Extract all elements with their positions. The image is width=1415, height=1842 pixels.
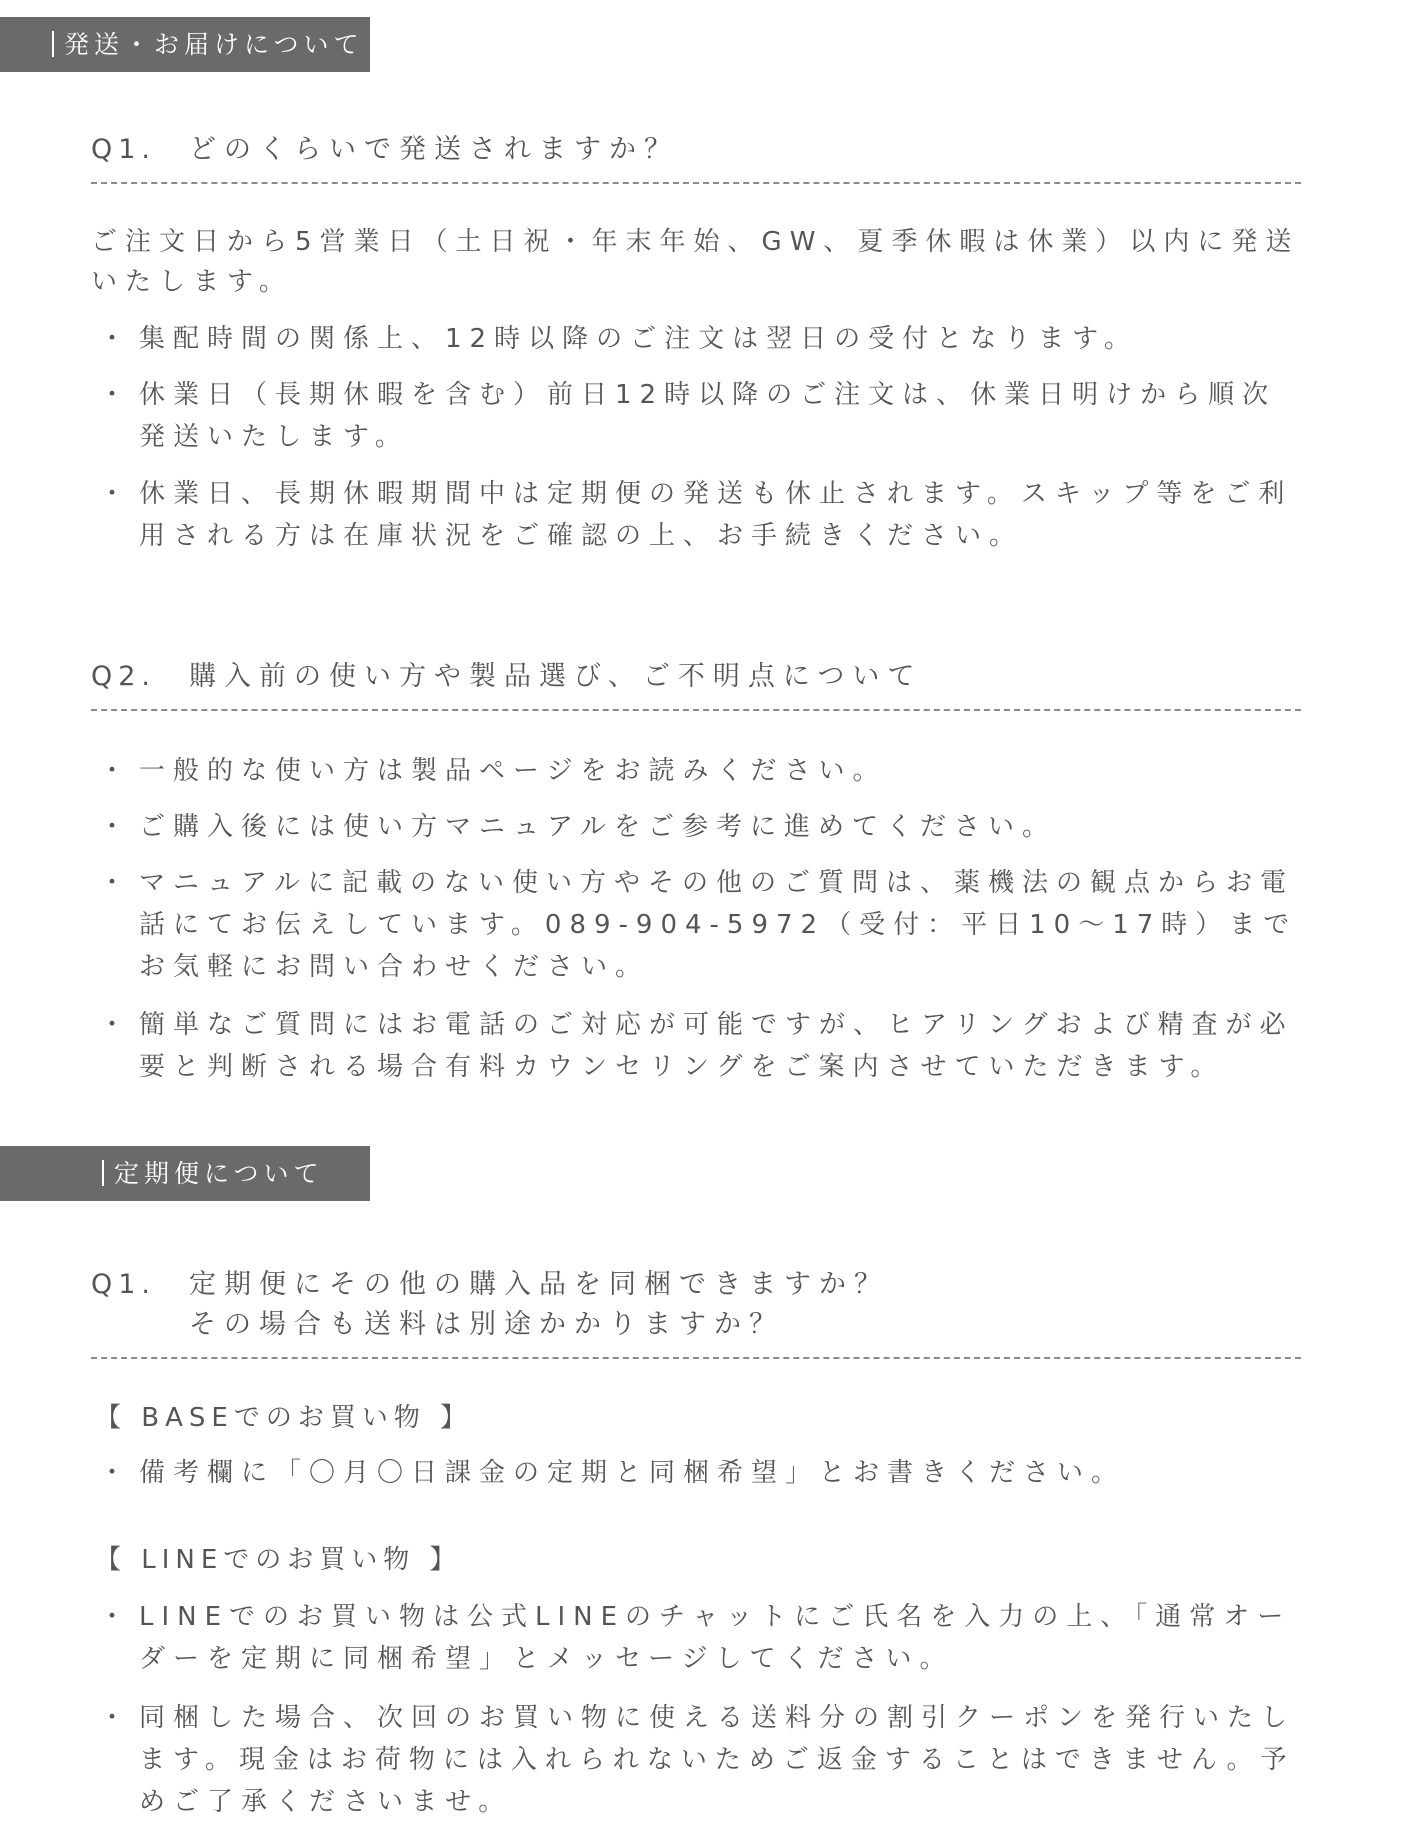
question-number: Q1. [91,134,157,165]
list-item-text: 休業日（長期休暇を含む）前日12時以降のご注文は、休業日明けから順次発送いたします。 [139,380,1277,452]
section-tag-subscription [0,1146,370,1201]
list-item-text: 備考欄に「〇月〇日課金の定期と同梱希望」とお書きください。 [139,1458,1126,1488]
bullet-icon: ・ [99,380,134,410]
list-item [91,374,1306,458]
section-tag-label: 定期便について [114,1159,324,1188]
answer-paragraph: ご注文日から5営業日（土日祝・年末年始、GW、夏季休暇は休業）以内に発送いたします。 [91,227,1300,297]
list-item-text: ご購入後には使い方マニュアルをご参考に進めてください。 [139,812,1056,842]
list-item-text: マニュアルに記載のない使い方やその他のご質問は、薬機法の観点からお電話にてお伝えしています。089-904-5972（受付：平日10～17時）までお気軽にお問い合わせください。 [139,868,1298,982]
list-item [91,318,1306,360]
section-tag-label: 発送・お届けについて [64,30,364,59]
list-item-text: 同梱した場合、次回のお買い物に使える送料分の割引クーポンを発行いたします。現金はお荷物には入れられないためご返金することはできません。予めご了承くださいませ。 [139,1703,1296,1817]
bullet-icon: ・ [99,1602,134,1632]
list-item-text: LINEでのお買い物は公式LINEのチャットにご氏名を入力の上、「通常オーダーを定期に同梱希望」とメッセージしてください。 [139,1602,1292,1674]
bullet-icon: ・ [99,756,134,786]
list-item [91,1004,1306,1088]
bullet-icon: ・ [99,1703,134,1733]
tag-bar [102,1160,104,1186]
list-item-text: 簡単なご質問にはお電話のご対応が可能ですが、ヒアリングおよび精査が必要と判断される場合有料カウンセリングをご案内させていただきます。 [139,1010,1294,1082]
bullet-icon: ・ [99,1010,134,1040]
list-item-text: 休業日、長期休暇期間中は定期便の発送も休止されます。スキップ等をご利用される方は在庫状況をご確認の上、お手続きください。 [139,479,1293,551]
list-item [91,1596,1306,1680]
base-shopping-heading: 【 BASEでのお買い物 】 [95,1403,473,1433]
question-text: 購入前の使い方や製品選び、ご不明点について [189,661,923,692]
list-item [91,1452,1306,1494]
question-text: どのくらいで発送されますか？ [189,134,679,165]
section-tag-shipping [0,17,370,72]
list-item [91,806,1306,848]
list-item [91,862,1306,988]
list-item [91,750,1306,792]
list-item-text: 一般的な使い方は製品ページをお読みください。 [139,756,887,786]
question-heading [91,657,1301,711]
tag-bar [52,31,54,57]
question-line-2: その場合も送料は別途かかりますか？ [189,1309,784,1340]
bullet-icon: ・ [99,812,134,842]
bullet-icon: ・ [99,868,134,898]
bullet-icon: ・ [99,324,134,354]
question-heading [91,130,1301,184]
list-item-text: 集配時間の関係上、12時以降のご注文は翌日の受付となります。 [139,324,1139,354]
list-item [91,1697,1306,1823]
line-shopping-heading: 【 LINEでのお買い物 】 [95,1545,462,1575]
question-heading [91,1265,1301,1359]
question-number: Q1. [91,1269,157,1300]
bullet-icon: ・ [99,479,134,509]
list-item [91,473,1306,557]
question-text: 定期便にその他の購入品を同梱できますか？ [189,1269,889,1300]
question-number: Q2. [91,661,157,692]
question-line-1 [91,1265,1301,1305]
bullet-icon: ・ [99,1458,134,1488]
